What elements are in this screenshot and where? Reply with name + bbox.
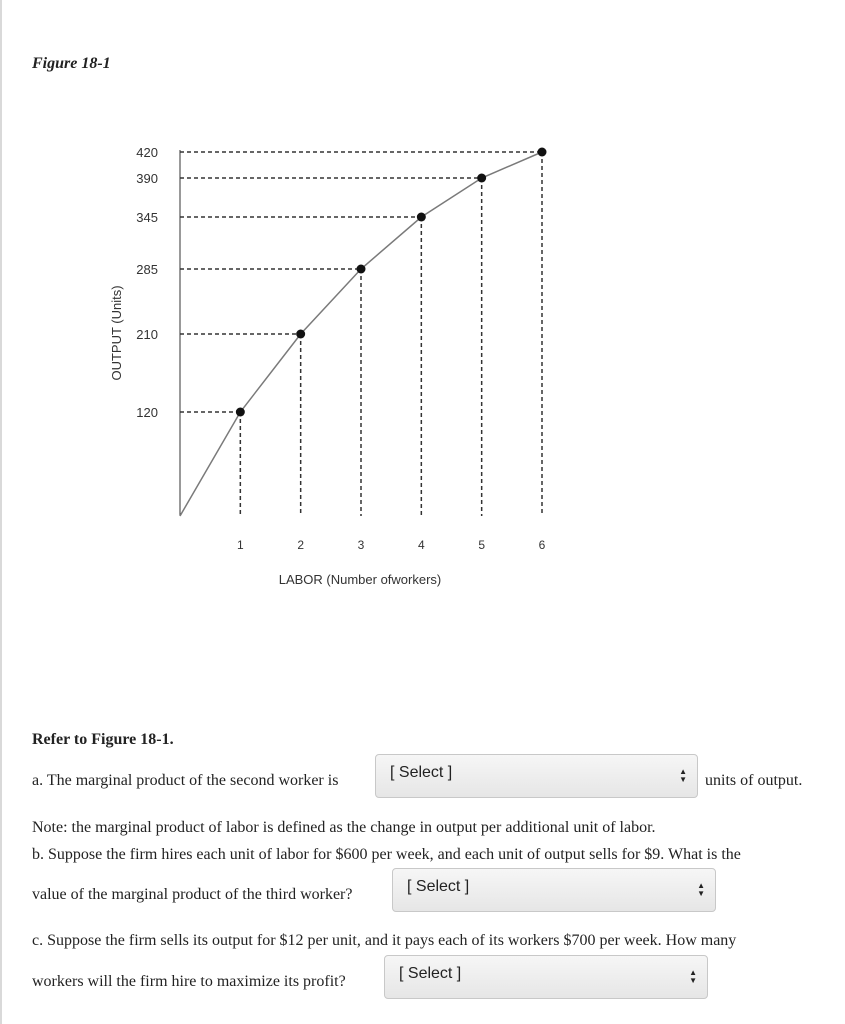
question-c-text: c. Suppose the firm sells its output for $12 per unit, and it pays each of its workers $700 per week. How many — [32, 932, 737, 949]
answer-c-value: [ Select ] — [399, 965, 462, 982]
note-text: Note: the marginal product of labor is defined as the change in output per additional unit of labor. — [32, 819, 656, 836]
y-axis-label: OUTPUT (Units) — [109, 285, 124, 381]
question-a-suffix: units of output. — [705, 772, 803, 789]
figure-title: Figure 18-1 — [32, 55, 111, 72]
up-down-arrows-icon: ▲ ▼ — [689, 968, 697, 985]
question-b-text-2: value of the marginal product of the third worker? — [32, 886, 353, 903]
data-points — [236, 148, 547, 417]
y-tick-label: 120 — [136, 405, 158, 420]
data-point — [538, 148, 547, 157]
data-point — [417, 213, 426, 222]
x-tick-label: 5 — [478, 538, 486, 552]
x-axis-label: LABOR (Number ofworkers) — [278, 572, 442, 587]
guide-lines — [180, 152, 542, 516]
x-tick-labels — [237, 538, 546, 552]
data-point — [357, 265, 366, 274]
y-tick-label: 210 — [136, 327, 158, 342]
y-tick-labels — [136, 145, 158, 420]
question-a-text: a. The marginal product of the second worker is — [32, 772, 339, 789]
data-point — [477, 174, 486, 183]
y-tick-label: 420 — [136, 145, 158, 160]
y-tick-label: 345 — [136, 210, 158, 225]
x-tick-label: 2 — [297, 538, 305, 552]
refer-text: Refer to Figure 18-1. — [32, 731, 174, 748]
question-c-text-2: workers will the firm hire to maximize its profit? — [32, 973, 346, 990]
answer-b-value: [ Select ] — [407, 878, 470, 895]
answer-a-value: [ Select ] — [390, 764, 453, 781]
x-tick-label: 6 — [538, 538, 546, 552]
x-tick-label: 1 — [236, 538, 244, 552]
x-tick-label: 3 — [357, 538, 365, 552]
y-tick-label: 390 — [136, 171, 158, 186]
data-point — [236, 408, 245, 417]
x-tick-label: 4 — [417, 538, 425, 552]
up-down-arrows-icon: ▲ ▼ — [697, 881, 705, 898]
y-tick-label: 285 — [136, 262, 158, 277]
question-b-text: b. Suppose the firm hires each unit of labor for $600 per week, and each unit of output sells for $9. What is the — [32, 846, 741, 863]
answer-b-select[interactable] — [392, 868, 716, 912]
answer-a-select[interactable] — [375, 754, 698, 798]
up-down-arrows-icon: ▲ ▼ — [679, 767, 687, 784]
data-point — [296, 330, 305, 339]
answer-c-select[interactable] — [384, 955, 708, 999]
